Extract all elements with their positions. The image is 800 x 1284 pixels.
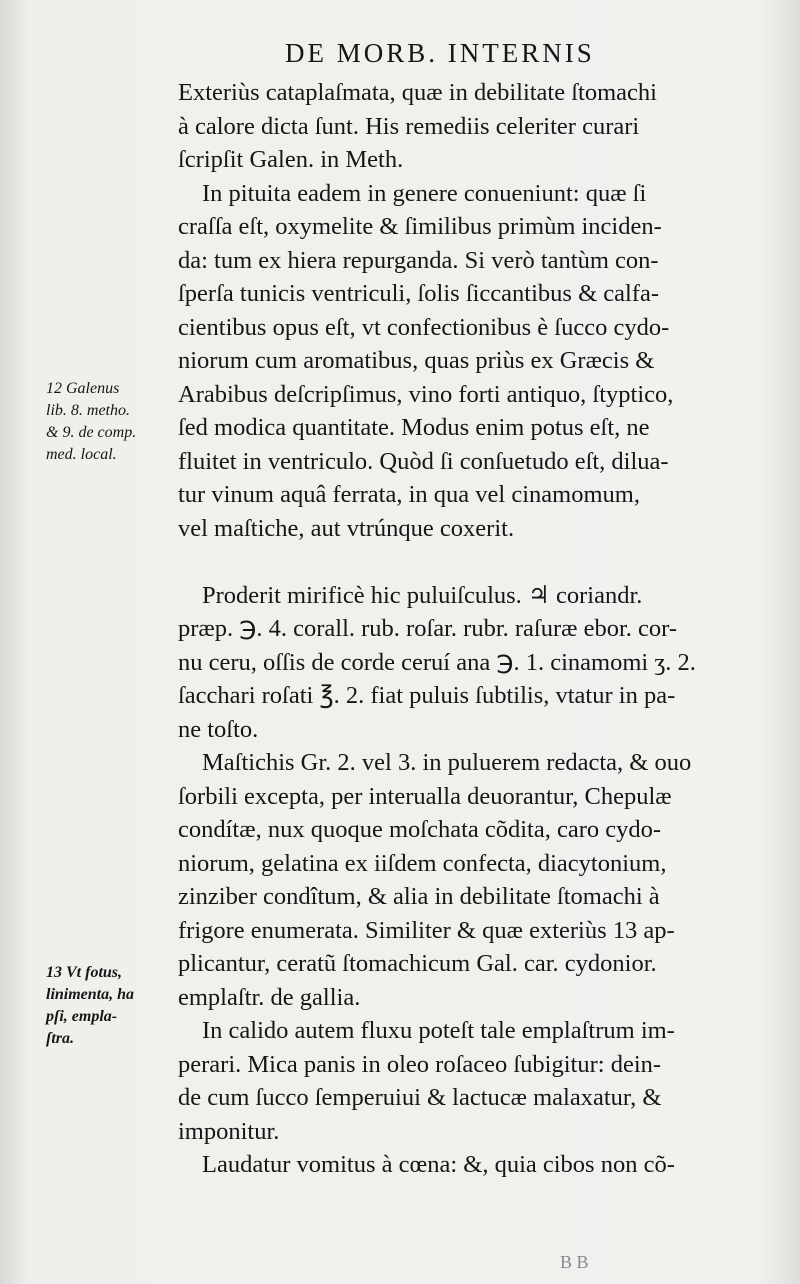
- paragraph: [178, 1014, 768, 1148]
- text-line: plicantur, ceratũ ſtomachicum Gal. car. cydonior.: [178, 950, 657, 977]
- text-line: [178, 545, 768, 579]
- text-line: ne toſto.: [178, 715, 259, 743]
- margin-note-line: lib. 8. metho.: [46, 402, 130, 419]
- text-line: cientibus opus eſt, vt confectionibus è ſucco cydo-: [178, 313, 670, 341]
- text-line: emplaſtr. de gallia.: [178, 983, 361, 1011]
- margin-note-line: pſi, empla-: [46, 1008, 118, 1025]
- paragraph: [178, 1148, 768, 1182]
- paragraph: [178, 76, 768, 177]
- text-line: ſorbili excepta, per interualla deuorantur, Chepulæ: [178, 782, 672, 810]
- text-line: Arabibus deſcripſimus, vino forti antiquo, ſtyptico,: [178, 380, 674, 408]
- text-line: zinziber condîtum, & alia in debilitate ſtomachi à: [178, 883, 660, 910]
- paragraph: [178, 746, 768, 1014]
- margin-note: [46, 378, 176, 466]
- text-line: condítæ, nux quoque moſchata cõdita, caro cydo-: [178, 816, 662, 843]
- margin-note-line: & 9. de comp.: [46, 424, 137, 441]
- text-line: ſcripſit Galen. in Meth.: [178, 146, 404, 173]
- text-line: nu ceru, oſſis de corde ceruí ana ℈. 1. cinamomi ʒ. 2.: [178, 648, 696, 676]
- text-line: frigore enumerata. Similiter & quæ exteriùs 13 ap-: [178, 916, 675, 944]
- margin-note-line: linimenta, ha: [46, 986, 135, 1003]
- text-line: niorum, gelatina ex iiſdem confecta, diacytonium,: [178, 849, 667, 877]
- running-header: DE MORB. INTERNIS: [285, 38, 595, 68]
- text-line: à calore dicta ſunt. His remediis celeriter curari: [178, 112, 640, 140]
- margin-note-line: 12 Galenus: [46, 380, 120, 397]
- text-line: craſſa eſt, oxymelite & ſimilibus primùm inciden-: [178, 213, 662, 240]
- catchword: B B: [560, 1252, 589, 1272]
- text-line: perari. Mica panis in oleo roſaceo ſubigitur: dein-: [178, 1050, 662, 1078]
- text-line: Exteriùs cataplaſmata, quæ in debilitate ſtomachi: [178, 79, 657, 106]
- text-line: ſed modica quantitate. Modus enim potus eſt, ne: [178, 414, 650, 441]
- paragraph: [178, 579, 768, 747]
- text-line: ſperſa tunicis ventriculi, ſolis ſiccantibus & calfa-: [178, 280, 660, 307]
- text-line: imponitur.: [178, 1117, 280, 1145]
- text-line: vel maſtiche, aut vtrúnque coxerit.: [178, 514, 515, 542]
- text-line: ſacchari roſati ℥. 2. fiat puluis ſubtilis, vtatur in pa-: [178, 682, 676, 709]
- text-line: tur vinum aquâ ferrata, in qua vel cinamomum,: [178, 481, 640, 508]
- paragraph: [178, 177, 768, 579]
- margin-note-line: ſtra.: [46, 1030, 74, 1047]
- margin-note-line: med. local.: [46, 446, 117, 463]
- margin-note: [46, 962, 176, 1050]
- text-line: fluitet in ventriculo. Quòd ſi conſuetudo eſt, dilua-: [178, 447, 669, 475]
- text-line: Maſtichis Gr. 2. vel 3. in puluerem redacta, & ouo: [202, 749, 692, 776]
- margin-note-line: 13 Vt fotus,: [46, 964, 123, 981]
- text-line: de cum ſucco ſemperuiui & lactucæ malaxatur, &: [178, 1084, 662, 1111]
- text-line: Laudatur vomitus à cœna: &, quia cibos non cõ-: [202, 1151, 675, 1178]
- text-line: da: tum ex hiera repurganda. Si verò tantùm con-: [178, 246, 659, 274]
- body-text: [178, 76, 768, 1182]
- text-line: In calido autem fluxu poteſt tale emplaſtrum im-: [202, 1017, 675, 1044]
- text-line: In pituita eadem in genere conueniunt: quæ ſi: [202, 179, 647, 207]
- text-line: niorum cum aromatibus, quas priùs ex Græcis &: [178, 347, 655, 374]
- text-line: præp. ℈. 4. corall. rub. roſar. rubr. raſuræ ebor. cor-: [178, 615, 677, 642]
- text-line: Proderit mirificè hic puluiſculus. ♃ coriandr.: [202, 581, 643, 609]
